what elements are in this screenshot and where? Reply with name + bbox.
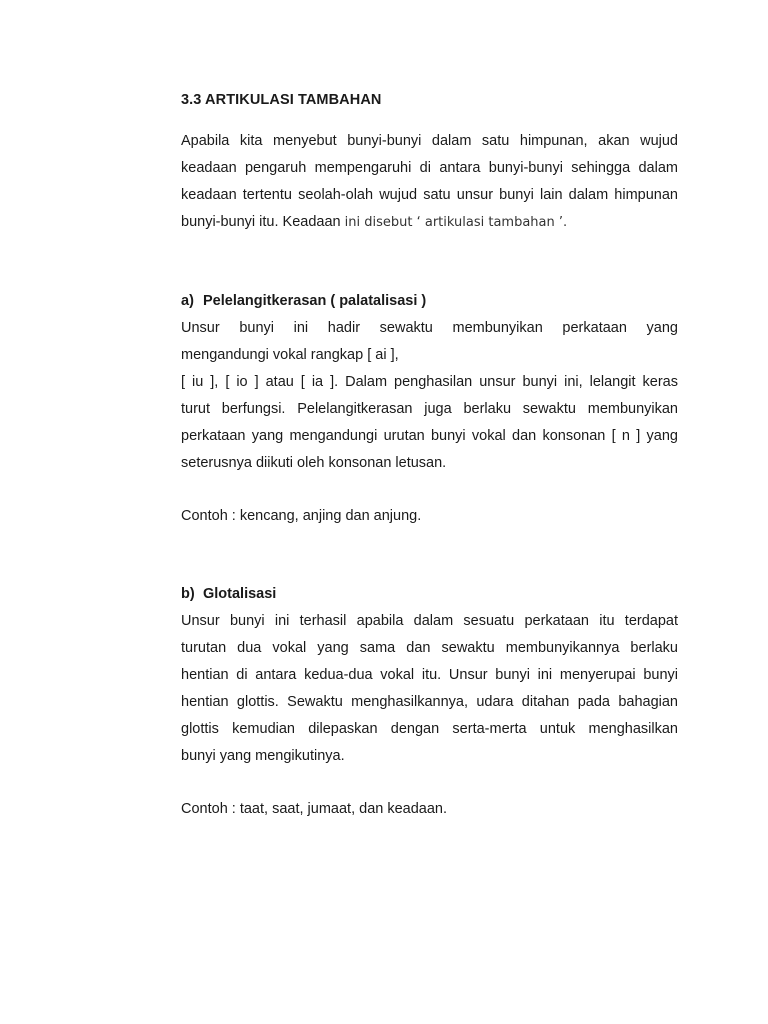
section-a-line: Unsur bunyi ini hadir sewaktu membunyikan perkataan yang bbox=[181, 320, 678, 336]
section-b-line: hentian glottis. Sewaktu menghasilkannya, udara ditahan pada bahagian bbox=[181, 694, 678, 710]
section-b-title: Glotalisasi bbox=[203, 586, 277, 602]
section-heading: 3.3 ARTIKULASI TAMBAHAN bbox=[181, 92, 382, 108]
section-a-title: Pelelangitkerasan ( palatalisasi ) bbox=[203, 293, 427, 309]
section-b-line: turutan dua vokal yang sama dan sewaktu membunyikannya berlaku bbox=[181, 640, 678, 656]
section-b-line: glottis kemudian dilepaskan dengan serta-merta untuk menghasilkan bbox=[181, 721, 678, 737]
intro-paragraph bbox=[181, 128, 678, 236]
section-b-line: hentian di antara kedua-dua vokal itu. Unsur bunyi ini menyerupai bunyi bbox=[181, 667, 678, 683]
section-a-heading bbox=[181, 293, 426, 309]
section-b-paragraph bbox=[181, 608, 678, 770]
section-a-line: turut berfungsi. Pelelangitkerasan juga berlaku sewaktu membunyikan bbox=[181, 401, 678, 417]
intro-line: keadaan pengaruh mempengaruhi di antara bunyi-bunyi sehingga dalam bbox=[181, 160, 678, 176]
section-b-line: bunyi yang mengikutinya. bbox=[181, 748, 345, 764]
section-b-example: Contoh : taat, saat, jumaat, dan keadaan. bbox=[181, 801, 448, 817]
section-a-line: [ iu ], [ io ] atau [ ia ]. Dalam penghasilan unsur bunyi ini, lelangit keras bbox=[181, 374, 678, 390]
intro-line: Apabila kita menyebut bunyi-bunyi dalam satu himpunan, akan wujud bbox=[181, 133, 678, 149]
intro-last-line-end: ini disebut ‘ artikulasi tambahan ’. bbox=[344, 215, 568, 230]
section-b-line: Unsur bunyi ini terhasil apabila dalam sesuatu perkataan itu terdapat bbox=[181, 613, 678, 629]
section-b-marker: b) bbox=[181, 586, 195, 602]
intro-last-line-start: bunyi-bunyi itu. Keadaan bbox=[181, 214, 345, 230]
section-a-marker: a) bbox=[181, 293, 194, 309]
section-a-example: Contoh : kencang, anjing dan anjung. bbox=[181, 508, 422, 524]
section-a-line: perkataan yang mengandungi urutan bunyi vokal dan konsonan [ n ] yang bbox=[181, 428, 678, 444]
intro-last-line bbox=[181, 209, 678, 236]
section-a-line: mengandungi vokal rangkap [ ai ], bbox=[181, 347, 399, 363]
section-b-heading bbox=[181, 586, 276, 602]
section-a-line: seterusnya diikuti oleh konsonan letusan. bbox=[181, 455, 447, 471]
intro-line: keadaan tertentu seolah-olah wujud satu unsur bunyi lain dalam himpunan bbox=[181, 187, 678, 203]
section-a-paragraph bbox=[181, 315, 678, 477]
